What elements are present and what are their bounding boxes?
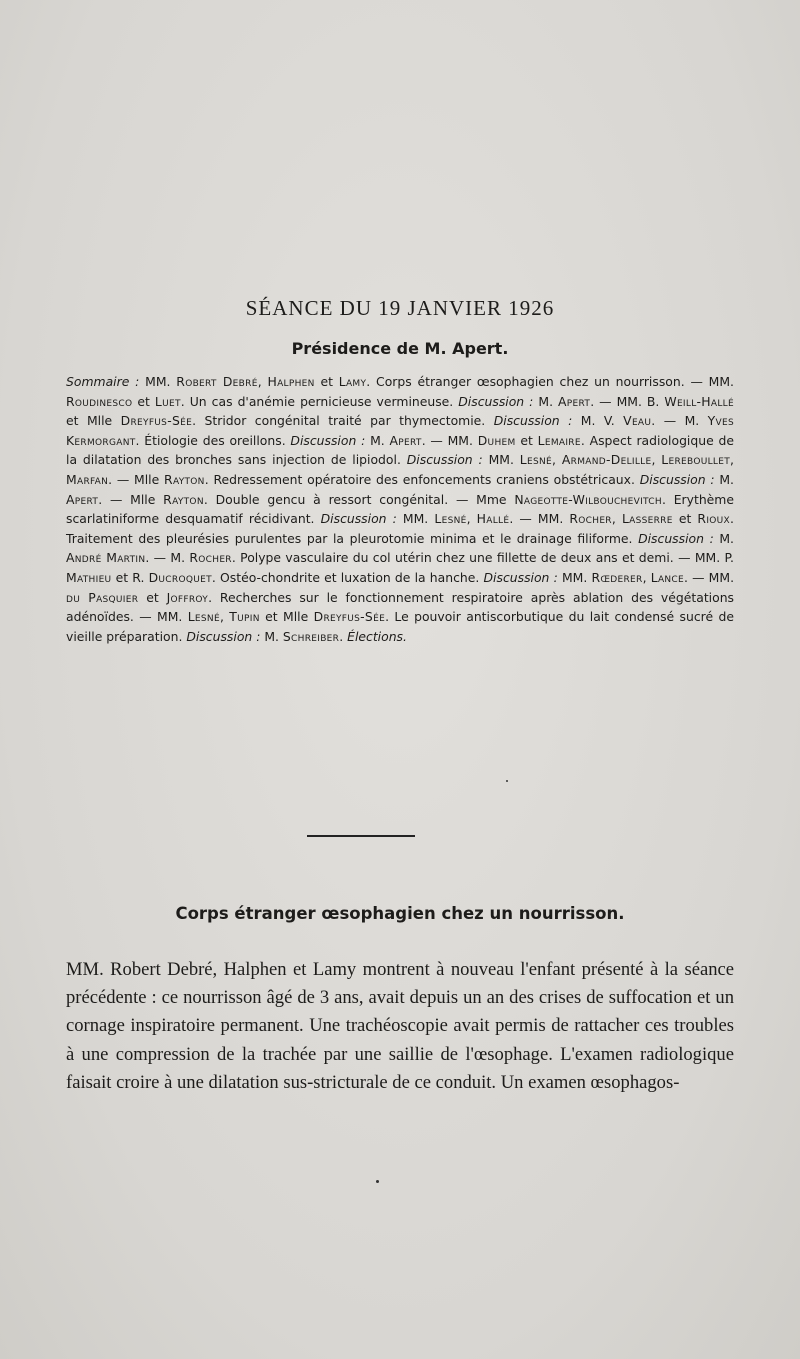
- summary-text-run: .: [339, 628, 348, 644]
- summary-author-name: Mathieu: [66, 569, 112, 585]
- summary-author-name: du Pasquier: [66, 589, 139, 605]
- summary-text-run: et: [314, 374, 339, 389]
- summary-text-run: . Erythème scarlatiniforme desquamatif récidivant.: [66, 491, 734, 527]
- summary-text-run: M.: [713, 530, 734, 546]
- summary-text-run: . Stridor congénital traité par thymectomie.: [192, 413, 494, 429]
- summary-author-name: Lemaire: [537, 432, 581, 448]
- summary-text-run: . Aspect radiologique de la dilatation des bronches sans injection de lipiodol.: [66, 432, 734, 468]
- summary-text-run: . — Mlle: [98, 491, 164, 507]
- summary-author-name: Dreyfus-Sée: [313, 609, 386, 625]
- summary-author-name: Nageotte-Wilbouchevitch: [514, 491, 662, 507]
- summary-author-name: Rayton: [164, 471, 205, 487]
- summary-author-name: Rœderer: [591, 569, 643, 585]
- summary-text-run: . Double gencu à ressort congénital. — Mme: [203, 491, 515, 507]
- summary-italic-label: Discussion :: [458, 393, 534, 409]
- summary-text-run: . Corps étranger œsophagien chez un nourrisson. — MM.: [366, 374, 734, 389]
- summary-author-name: Lamy: [338, 374, 367, 389]
- summary-author-name: Lereboullet: [661, 452, 731, 468]
- summary-author-name: Lasserre: [621, 511, 673, 527]
- summary-author-name: André Martin: [66, 550, 146, 566]
- summary-text-run: . — Mlle: [108, 471, 165, 487]
- summary-italic-label: Discussion :: [638, 530, 714, 546]
- summary-italic-label: Élections.: [347, 628, 407, 644]
- print-speck: [506, 780, 508, 782]
- summary-italic-label: Discussion :: [290, 432, 366, 448]
- summary-text-run: . Redressement opératoire des enfoncements craniens obstétricaux.: [204, 471, 640, 487]
- section-divider: [307, 835, 415, 837]
- summary-author-name: Dreyfus-Sée: [120, 413, 193, 429]
- summary-text-run: . — M.: [651, 413, 708, 429]
- summary-text-run: et R.: [111, 569, 149, 585]
- summary-author-name: Duhem: [477, 432, 516, 448]
- summary-author-name: Rioux: [697, 511, 731, 527]
- summary-text-run: MM.: [396, 511, 435, 527]
- summary-author-name: Luet: [154, 393, 181, 409]
- summary-text-run: ,: [642, 569, 651, 585]
- summary-author-name: Robert Debré: [176, 374, 258, 389]
- summary-text-run: . Ostéo-chondrite et luxation de la hanche.: [211, 569, 484, 585]
- summary-text-run: . Le pouvoir antiscorbutique du lait condensé sucré de vieille préparation.: [66, 609, 734, 644]
- summary-text-run: ,: [219, 609, 230, 625]
- summary-text-run: . — MM. B.: [590, 393, 665, 409]
- summary-text-run: et Mlle: [66, 413, 121, 429]
- summary-author-name: Marfan: [66, 471, 109, 487]
- article-heading: Corps étranger œsophagien chez un nourrisson.: [175, 904, 625, 923]
- summary-italic-label: Discussion :: [406, 452, 483, 468]
- summary-text-run: MM.: [139, 374, 177, 389]
- session-title: SÉANCE DU 19 JANVIER 1926: [245, 296, 555, 320]
- summary-author-name: Schreiber: [282, 628, 340, 644]
- summary-text-run: MM.: [557, 569, 592, 585]
- summary-text-run: et: [132, 393, 155, 409]
- summary-text-run: et Mlle: [259, 609, 314, 625]
- summary-text-run: . — MM.: [684, 569, 735, 585]
- summary-author-name: Rayton: [163, 491, 204, 507]
- summary-text-run: . Recherches sur le fonctionnement respiratoire après ablation des végétations adénoïdes. — MM.: [66, 589, 735, 625]
- summary-author-name: Lesné: [519, 452, 553, 468]
- summary-paragraph: [66, 372, 734, 646]
- summary-text-run: M.: [714, 471, 734, 487]
- summary-text-run: ,: [552, 452, 562, 468]
- summary-text-run: ,: [466, 511, 477, 527]
- summary-author-name: Lesné: [434, 511, 467, 527]
- print-speck: [376, 1180, 379, 1183]
- summary-text-run: M.: [260, 628, 283, 644]
- summary-author-name: Rocher: [189, 550, 232, 566]
- summary-author-name: Apert: [66, 491, 99, 507]
- summary-text-run: M. V.: [572, 413, 624, 429]
- summary-text-run: et: [515, 432, 538, 448]
- presidency-line: Présidence de M. Apert.: [291, 339, 509, 358]
- summary-text-run: . Polype vasculaire du col utérin chez une fillette de deux ans et demi. — MM. P.: [231, 550, 734, 566]
- summary-text-run: . Traitement des pleurésies purulentes par la pleurotomie minima et le drainage filiforme.: [66, 511, 734, 546]
- summary-author-name: Halphen: [267, 374, 315, 389]
- summary-author-name: Joffroy: [166, 589, 209, 605]
- summary-italic-label: Discussion :: [639, 471, 715, 487]
- summary-author-name: Weill-Hallé: [664, 393, 734, 409]
- summary-text-run: ,: [257, 374, 268, 389]
- summary-author-name: Lance: [650, 569, 684, 585]
- summary-text-run: MM.: [482, 452, 520, 468]
- summary-text-run: et: [138, 589, 167, 605]
- summary-author-name: Lesné: [187, 609, 220, 625]
- summary-text-run: . — M.: [145, 550, 190, 566]
- summary-author-name: Yves Kermorgant: [66, 413, 734, 448]
- summary-text-run: . — MM.: [509, 511, 570, 527]
- summary-label: Sommaire :: [66, 374, 140, 389]
- summary-italic-label: Discussion :: [320, 511, 397, 527]
- summary-text-run: . — MM.: [421, 432, 478, 448]
- summary-author-name: Apert: [389, 432, 422, 448]
- summary-author-name: Roudinesco: [66, 393, 133, 409]
- summary-text-run: M.: [365, 432, 390, 448]
- summary-text-run: . Étiologie des oreillons.: [135, 432, 291, 448]
- summary-text-run: et: [672, 511, 698, 527]
- summary-author-name: Hallé: [476, 511, 510, 527]
- summary-text-run: ,: [651, 452, 662, 468]
- summary-author-name: Armand-Delille: [561, 452, 652, 468]
- summary-author-name: Apert: [558, 393, 591, 409]
- article-body: MM. Robert Debré, Halphen et Lamy montrent à nouveau l'enfant présenté à la séance précédente : ce nourrisson âgé de 3 ans, avait depuis un an des crises de suffocation et un cornage inspiratoire permanent. Une trachéoscopie avait permis de rattacher ces troubles à une compression de la trachée par une saillie de l'œsophage. L'examen radiologique faisait croire à une dilatation sus-stricturale de ce conduit. Un examen œsophagos-: [66, 959, 734, 1093]
- summary-text-run: . Un cas d'anémie pernicieuse vermineuse.: [180, 393, 459, 409]
- summary-italic-label: Discussion :: [483, 569, 558, 585]
- summary-author-name: Ducroquet: [148, 569, 212, 585]
- summary-author-name: Veau: [623, 413, 652, 429]
- summary-author-name: Tupin: [229, 609, 260, 625]
- summary-author-name: Rocher: [569, 511, 612, 527]
- summary-italic-label: Discussion :: [186, 628, 261, 644]
- summary-text-run: ,: [730, 452, 734, 468]
- summary-text-run: ,: [611, 511, 622, 527]
- summary-italic-label: Discussion :: [493, 413, 573, 429]
- summary-text: [66, 374, 734, 644]
- summary-text-run: M.: [533, 393, 559, 409]
